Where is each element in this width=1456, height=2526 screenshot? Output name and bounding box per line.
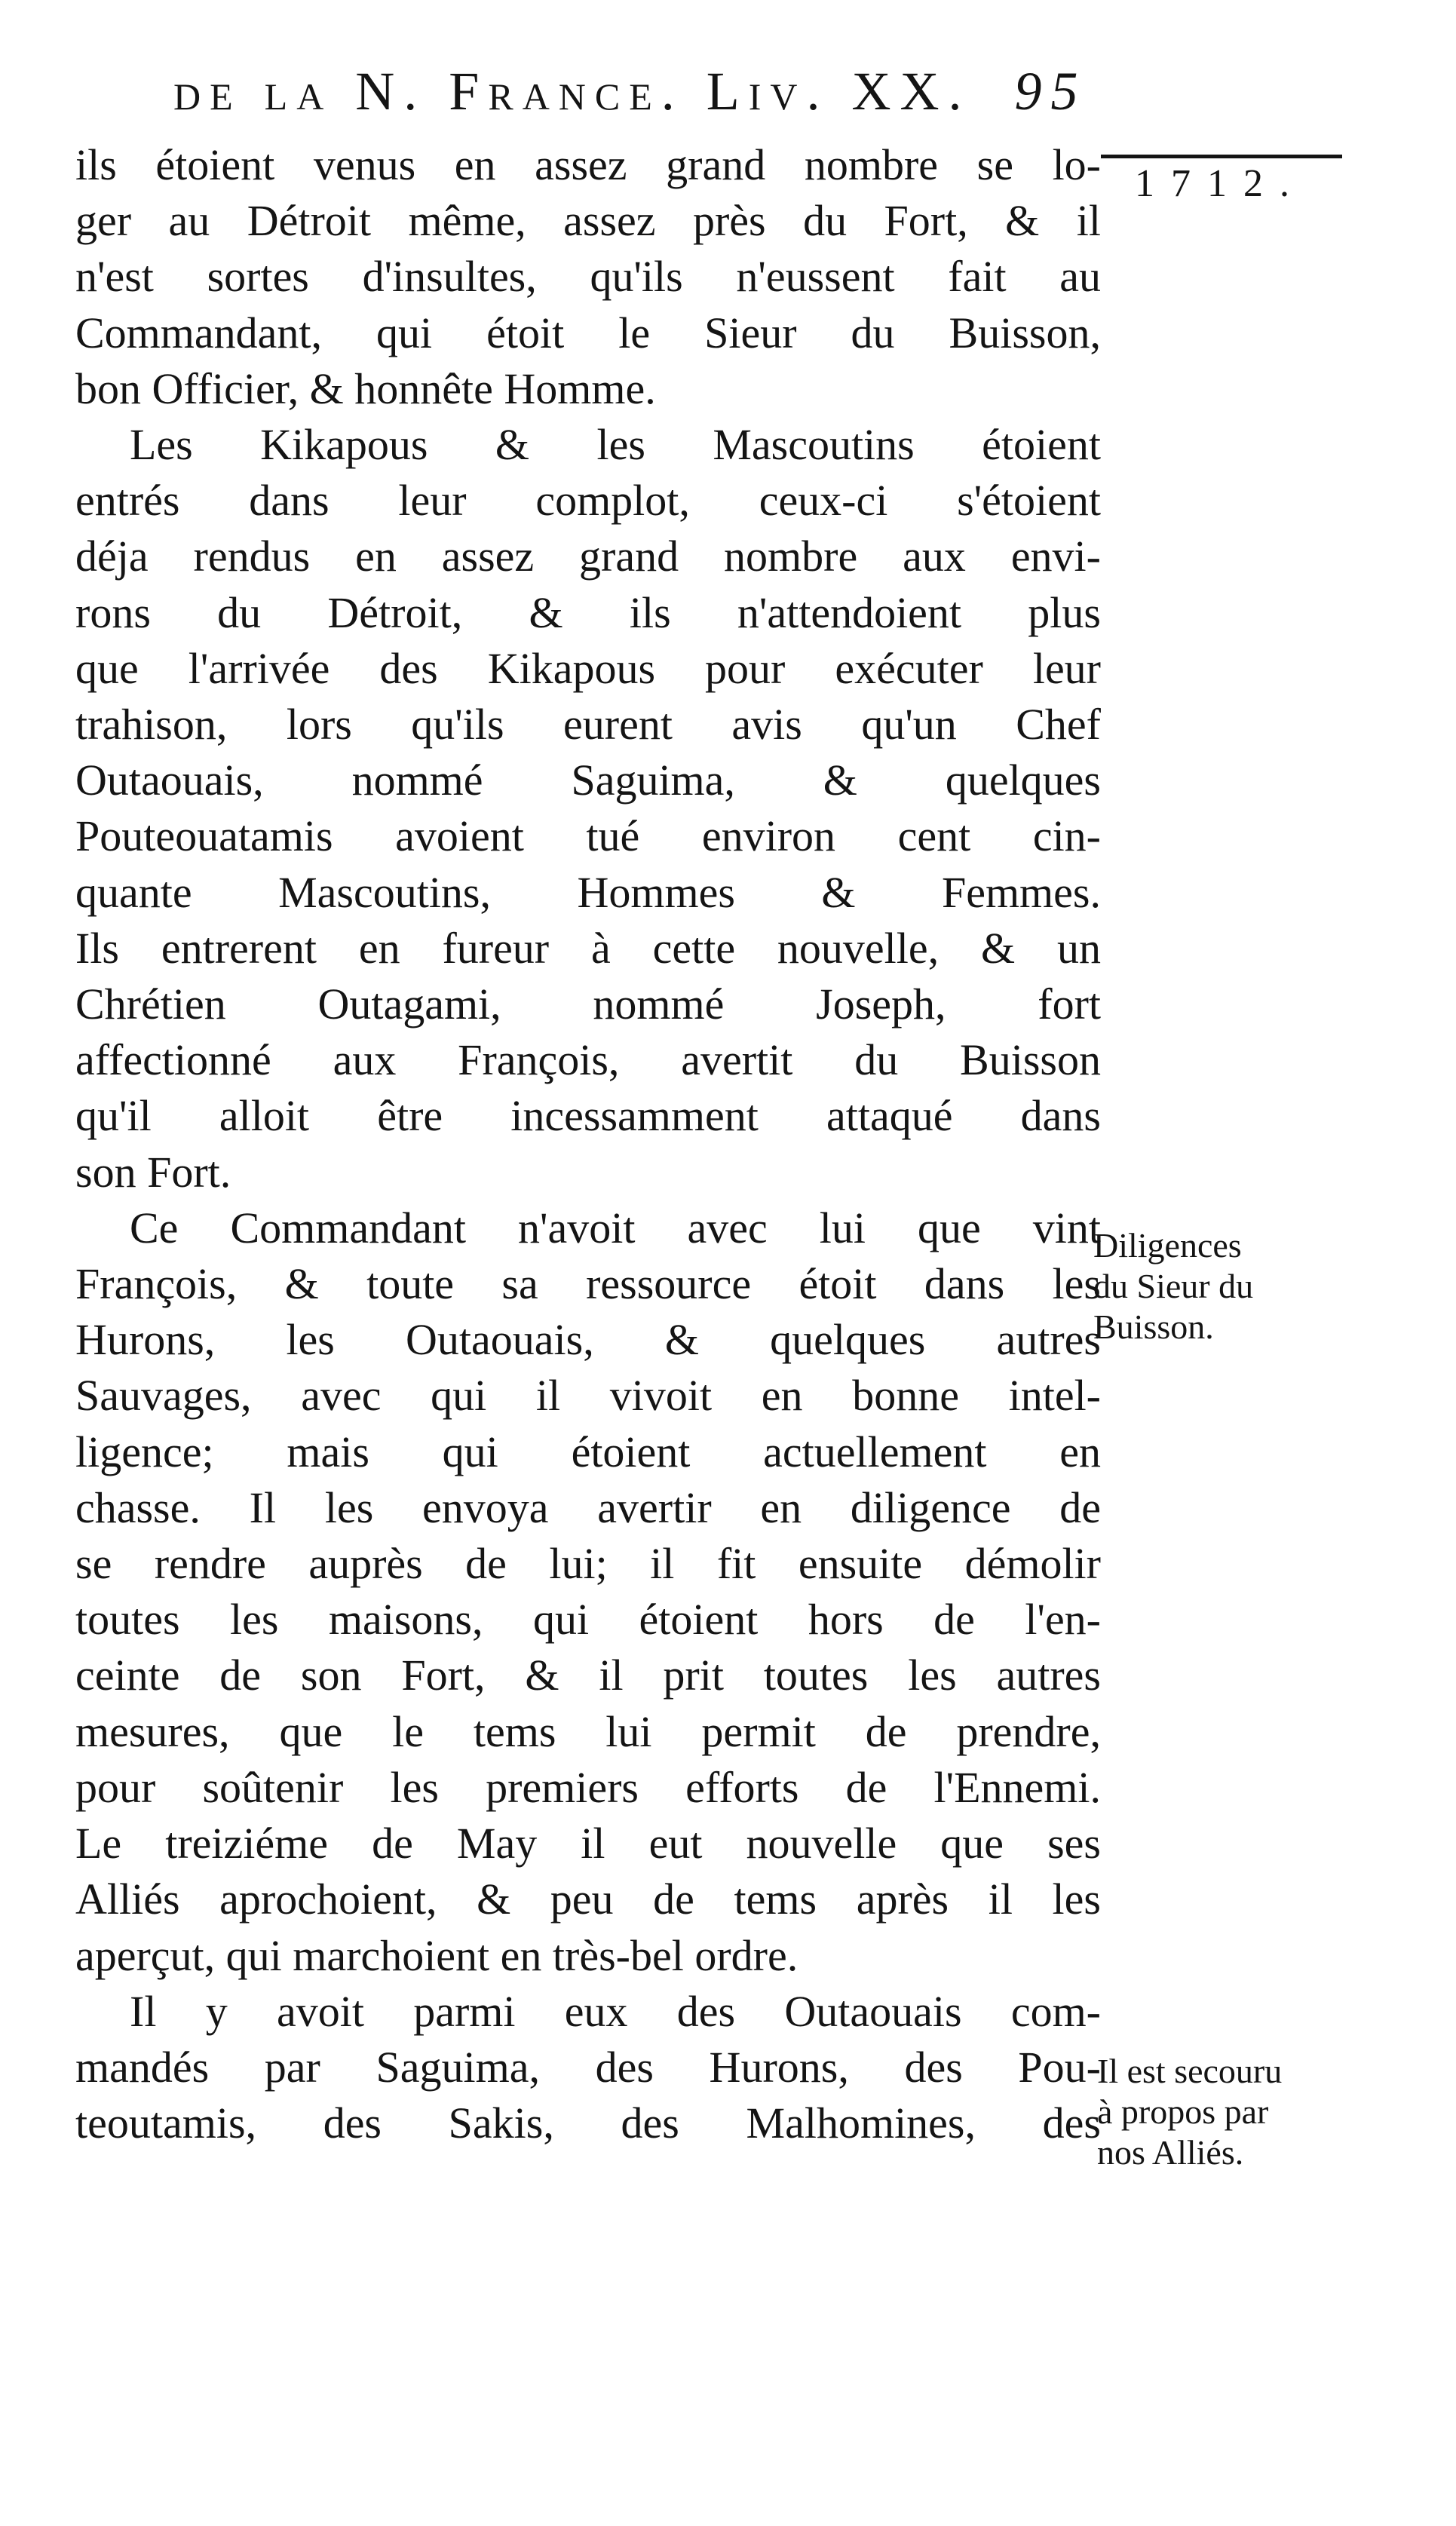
text-line: Ils entrerent en fureur à cette nouvelle, & un bbox=[75, 923, 1101, 973]
paragraph bbox=[75, 1200, 1101, 1984]
running-head-title: de la N. France. Liv. XX. bbox=[173, 61, 971, 121]
text-line: trahison, lors qu'ils eurent avis qu'un Chef bbox=[75, 700, 1101, 750]
text-line: quante Mascoutins, Hommes & Femmes. bbox=[75, 867, 1101, 917]
text-line: aperçut, qui marchoient en très-bel ordre. bbox=[75, 1930, 799, 1980]
body-text bbox=[75, 137, 1101, 2151]
text-line: teoutamis, des Sakis, des Malhomines, des bbox=[75, 2098, 1101, 2148]
text-line: chasse. Il les envoya avertir en diligence de bbox=[75, 1482, 1101, 1532]
text-line: Ce Commandant n'avoit avec lui que vint bbox=[130, 1203, 1101, 1252]
paragraph bbox=[75, 417, 1101, 1200]
paragraph bbox=[75, 137, 1101, 417]
text-line: que l'arrivée des Kikapous pour exécuter leur bbox=[75, 643, 1101, 693]
margin-note bbox=[1097, 2051, 1282, 2173]
margin-note bbox=[1093, 1225, 1253, 1347]
text-line: Le treiziéme de May il eut nouvelle que ses bbox=[75, 1819, 1101, 1868]
margin-note-line: Buisson. bbox=[1093, 1307, 1214, 1346]
text-line: mesures, que le tems lui permit de prendre, bbox=[75, 1706, 1101, 1756]
text-line: ligence; mais qui étoient actuellement en bbox=[75, 1427, 1101, 1476]
margin-year: 1712. bbox=[1135, 162, 1306, 205]
margin-note-line: nos Alliés. bbox=[1097, 2133, 1244, 2172]
text-line: Alliés aprochoient, & peu de tems après il les bbox=[75, 1875, 1101, 1924]
running-head bbox=[173, 61, 1087, 121]
text-line: affectionné aux François, avertit du Buisson bbox=[75, 1035, 1101, 1085]
margin-rule bbox=[1101, 155, 1342, 158]
text-line: Sauvages, avec qui il vivoit en bonne intel- bbox=[75, 1371, 1101, 1421]
text-line: Hurons, les Outaouais, & quelques autres bbox=[75, 1315, 1101, 1365]
text-line: mandés par Saguima, des Hurons, des Pou- bbox=[75, 2042, 1101, 2092]
text-line: déja rendus en assez grand nombre aux envi- bbox=[75, 532, 1101, 581]
text-line: Il y avoit parmi eux des Outaouais com- bbox=[130, 1986, 1101, 2036]
margin-note-line: Il est secouru bbox=[1097, 2052, 1283, 2090]
margin-note-line: à propos par bbox=[1097, 2092, 1269, 2131]
margin-note-line: du Sieur du bbox=[1093, 1267, 1254, 1305]
text-line: ceinte de son Fort, & il prit toutes les autres bbox=[75, 1651, 1101, 1700]
text-line: n'est sortes d'insultes, qu'ils n'eussent fait au bbox=[75, 252, 1101, 302]
text-line: bon Officier, & honnête Homme. bbox=[75, 363, 656, 413]
text-line: François, & toute sa ressource étoit dans les bbox=[75, 1259, 1101, 1309]
text-line: toutes les maisons, qui étoient hors de l'en- bbox=[75, 1595, 1101, 1645]
text-line: Pouteouatamis avoient tué environ cent cin- bbox=[75, 811, 1101, 861]
text-line: ils étoient venus en assez grand nombre se lo- bbox=[75, 140, 1101, 189]
text-line: Outaouais, nommé Saguima, & quelques bbox=[75, 756, 1101, 805]
text-line: Les Kikapous & les Mascoutins étoient bbox=[130, 420, 1101, 470]
text-line: qu'il alloit être incessamment attaqué dans bbox=[75, 1091, 1101, 1141]
text-line: ger au Détroit même, assez près du Fort, & il bbox=[75, 196, 1101, 246]
text-line: se rendre auprès de lui; il fit ensuite démolir bbox=[75, 1539, 1101, 1589]
page-number: 95 bbox=[1014, 61, 1087, 121]
text-line: Chrétien Outagami, nommé Joseph, fort bbox=[75, 979, 1101, 1029]
text-line: son Fort. bbox=[75, 1147, 231, 1197]
text-line: pour soûtenir les premiers efforts de l'Ennemi. bbox=[75, 1762, 1101, 1812]
paragraph bbox=[75, 1984, 1101, 2152]
margin-note-line: Diligences bbox=[1093, 1226, 1242, 1265]
text-line: entrés dans leur complot, ceux-ci s'étoient bbox=[75, 476, 1101, 526]
text-line: Commandant, qui étoit le Sieur du Buisson, bbox=[75, 308, 1101, 357]
text-line: rons du Détroit, & ils n'attendoient plus bbox=[75, 587, 1101, 637]
